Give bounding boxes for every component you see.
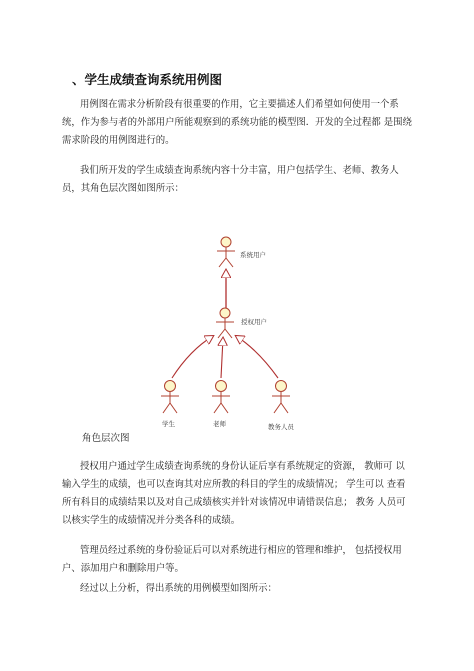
actor-student (161, 381, 179, 414)
actor-academic-staff-label: 教务人员 (268, 423, 294, 431)
paragraph-authorized-users: 授权用户通过学生成绩查询系统的身份认证后享有系统规定的资源， 教师可 以输入学生的成绩，也可以查询其对应所教的科目的学生的成绩情况； 学生可以 查看所有科目的成绩结果以及对自己成绩核实并针对该情况申请错误信息； 教务 人员可以核实学生的成绩情况并分类各科的成绩。 (62, 461, 406, 526)
generalization-arrow-teacher-to-auth (221, 338, 223, 378)
actor-teacher (212, 381, 230, 414)
paragraph-conclusion: 经过以上分析，得出系统的用例模型如图所示： (80, 583, 277, 594)
paragraph-administrator: 管理员经过系统的身份验证后可以对系统进行相应的管理和维护， 包括授权用户、添加用户和删除用户等。 (62, 545, 402, 574)
section-heading: 、学生成绩查询系统用例图 (72, 72, 223, 87)
actor-student-label: 学生 (162, 420, 175, 428)
paragraph-use-case-intro: 用例图在需求分析阶段有很重要的作用，它主要描述人们希望如何使用一个系统，作为参与者的外部用户所能观察到的系统功能的模型图．开发的全过程都 是围绕需求阶段的用例图进行的。 (62, 99, 412, 146)
generalization-arrow-staff-to-auth (236, 336, 278, 378)
diagram-caption: 角色层次图 (82, 433, 130, 444)
actor-authorized-user (216, 308, 234, 338)
actor-academic-staff (272, 381, 290, 414)
actor-system-user (217, 237, 235, 267)
actor-teacher-label: 老师 (213, 420, 226, 428)
actor-authorized-user-label: 授权用户 (241, 318, 267, 326)
actor-system-user-label: 系统用户 (240, 251, 266, 259)
paragraph-roles: 我们所开发的学生成绩查询系统内容十分丰富，用户包括学生、老师、教务人员，其角色层次图如图所示： (62, 165, 399, 194)
role-hierarchy-diagram (0, 220, 474, 460)
generalization-arrow-student-to-auth (172, 336, 213, 378)
